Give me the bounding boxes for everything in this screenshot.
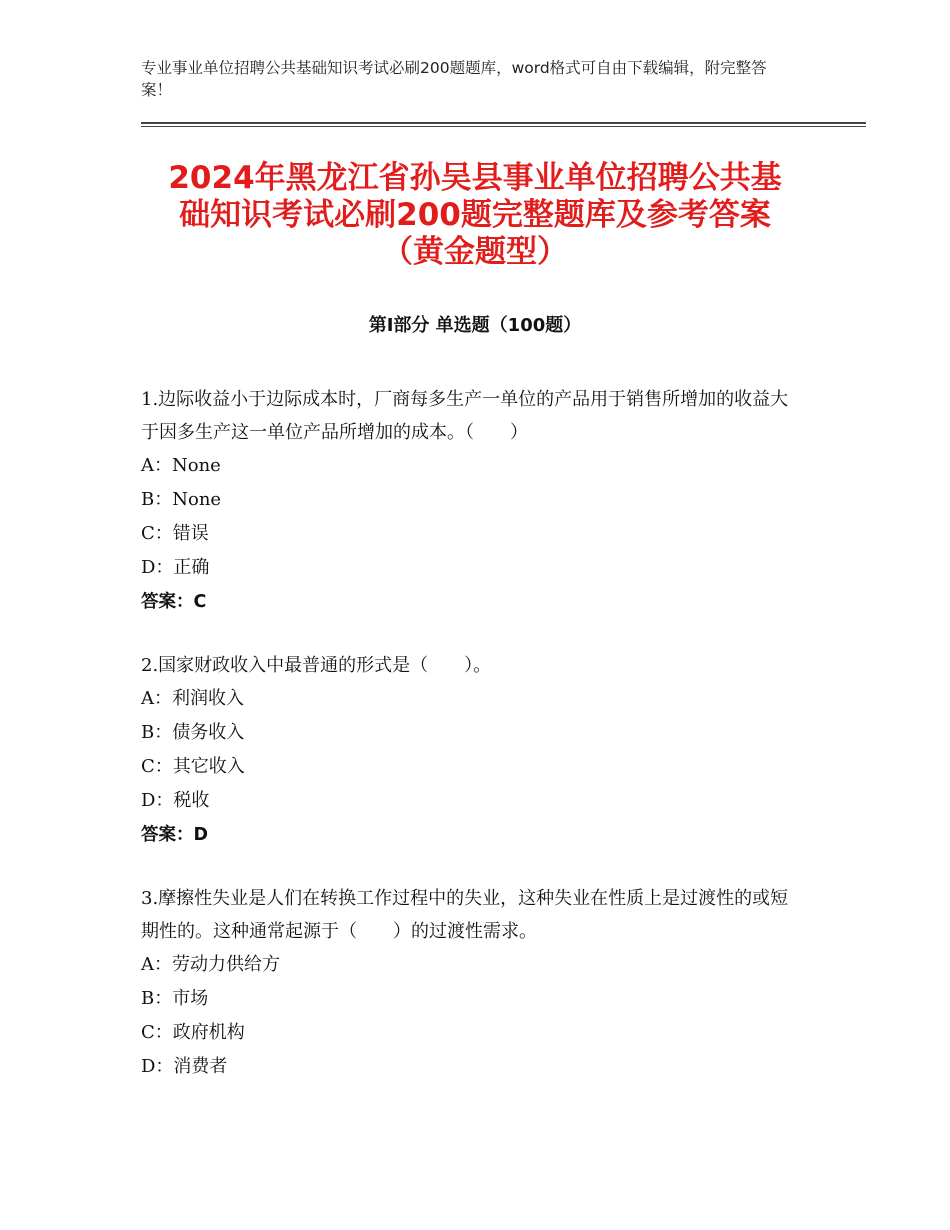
question-list [141,383,801,1114]
option-c: C：政府机构 [141,1022,245,1043]
document-title [120,160,830,271]
option-b: B：债务收入 [141,722,245,743]
option-c: C：其它收入 [141,756,245,777]
option-d: D：税收 [141,790,210,811]
question-item [141,882,801,1084]
title-line: 2024年黑龙江省孙吴县事业单位招聘公共基 [168,160,782,196]
section-title: 第Ⅰ部分 单选题（100题） [368,315,582,336]
option-c: C：错误 [141,523,209,544]
question-text: 1.边际收益小于边际成本时，厂商每多生产一单位的产品用于销售所增加的收益大于因多生产这一单位产品所增加的成本。（ ） [141,389,789,443]
title-line: 础知识考试必刷200题完整题库及参考答案 [179,197,771,233]
header-note: 专业事业单位招聘公共基础知识考试必刷200题题库，word格式可自由下载编辑，附完整答案！ [141,59,767,99]
question-text: 2.国家财政收入中最普通的形式是（ ）。 [141,655,492,676]
question-item [141,383,801,619]
option-a: A：None [141,455,221,476]
option-b: B：None [141,489,222,510]
header-divider-thin [141,126,866,127]
header-divider [141,122,866,124]
option-b: B：市场 [141,988,209,1009]
option-a: A：劳动力供给方 [141,954,280,975]
title-line: （黄金题型） [382,234,568,270]
option-a: A：利润收入 [141,688,244,709]
question-text: 3.摩擦性失业是人们在转换工作过程中的失业，这种失业在性质上是过渡性的或短期性的。这种通常起源于（ ）的过渡性需求。 [141,888,789,942]
answer-label: 答案：D [141,825,209,845]
option-d: D：正确 [141,557,210,578]
answer-label: 答案：C [141,592,207,612]
option-d: D：消费者 [141,1056,228,1077]
question-item [141,649,801,852]
